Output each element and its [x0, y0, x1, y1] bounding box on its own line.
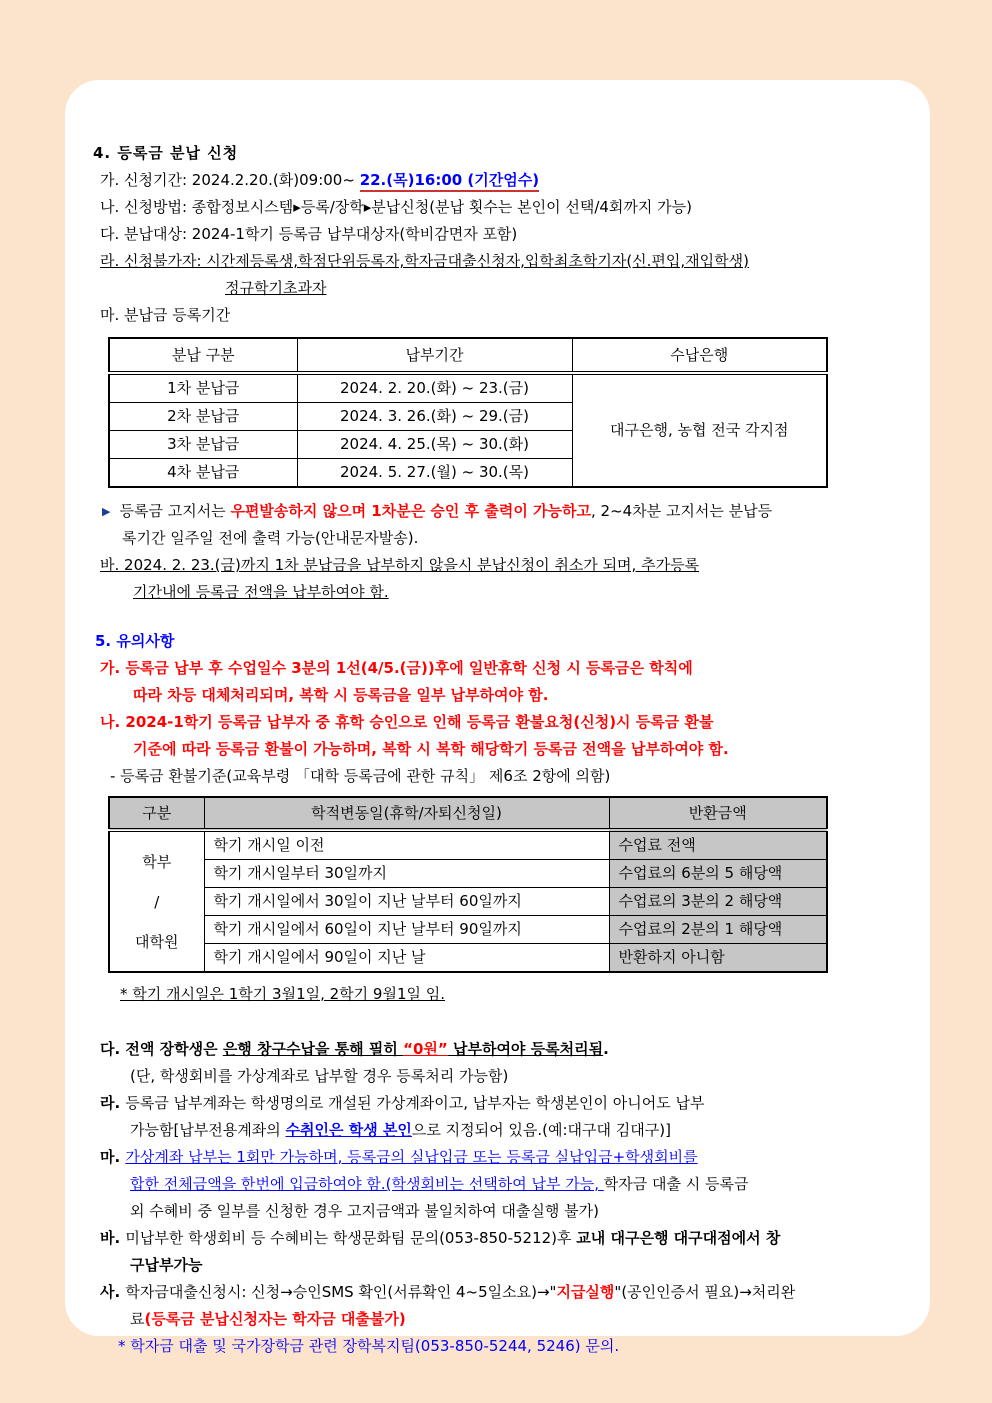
item-ma-line1 [93, 1144, 930, 1171]
table-header-row [109, 797, 827, 830]
refund-amount-cell: 반환하지 아니함 [609, 944, 827, 973]
col-header-bank: 수납은행 [572, 338, 827, 373]
installment-period: 2024. 5. 27.(월) ~ 30.(목) [297, 459, 572, 488]
installment-schedule-table [108, 337, 828, 488]
item-sa-line2 [93, 1306, 930, 1333]
loan-execution-highlight: 지급실행 [556, 1283, 615, 1301]
item-ma-line3: 외 수혜비 중 일부를 신청한 경우 고지금액과 불일치하여 대출실행 불가) [130, 1202, 599, 1220]
document-card [65, 80, 930, 1355]
item-text: 미납부한 학생회비 등 수혜비는 학생문화팀 문의(053-850-5212)후 [125, 1229, 577, 1247]
sec5-item-ga-line2: 따라 차등 대체처리되며, 복학 시 등록금을 일부 납부하여야 함. [133, 686, 549, 704]
item-ba-line2: 구납부가능 [130, 1256, 203, 1274]
change-date-cell: 학기 개시일부터 30일까지 [204, 860, 609, 888]
installment-period: 2024. 2. 20.(화) ~ 23.(금) [297, 373, 572, 403]
sec4-item-ba-line2: 기간내에 등록금 전액을 납부하여야 함. [133, 583, 389, 601]
payee-highlight: 수취인은 학생 본인 [285, 1121, 412, 1139]
refund-amount-cell: 수업료의 2분의 1 해당액 [609, 916, 827, 944]
installment-period: 2024. 4. 25.(목) ~ 30.(화) [297, 431, 572, 459]
change-date-cell: 학기 개시일에서 60일이 지난 날부터 90일까지 [204, 916, 609, 944]
col-header-period: 납부기간 [297, 338, 572, 373]
notice-bullet-line2: 록기간 일주일 전에 출력 가능(안내문자발송). [122, 529, 419, 547]
item-ma-line2 [93, 1171, 930, 1198]
table-row [109, 830, 827, 860]
section4-title: 4. 등록금 분납 신청 [93, 144, 239, 162]
loan-restriction-highlight: (등록금 분납신청자는 학자금 대출불가) [144, 1310, 406, 1328]
item-text: 전액 장학생은 [125, 1040, 223, 1058]
table-row [109, 916, 827, 944]
item-da-sub: (단, 학생회비를 가상계좌로 납부할 경우 등록처리 가능함) [130, 1067, 509, 1085]
installment-label: 1차 분납금 [109, 373, 297, 403]
item-ba-line1 [93, 1225, 930, 1252]
col-header-category: 구분 [109, 797, 204, 830]
sec4-item-ba-line1: 바. 2024. 2. 23.(금)까지 1차 분납금을 납부하지 않을시 분납신청이 취소가 되며, 추가등록 [100, 556, 700, 574]
sec4-item-target: 다. 분납대상: 2024-1학기 등록금 납부대상자(학비감면자 포함) [100, 225, 518, 243]
zero-won-highlight: “0원” [403, 1040, 448, 1058]
item-ra-line1 [93, 1090, 930, 1117]
col-header-refund-amount: 반환금액 [609, 797, 827, 830]
scholarship-contact-note: * 학자금 대출 및 국가장학금 관련 장학복지팀(053-850-5244, 5246) 문의. [118, 1337, 620, 1355]
sec5-item-ga-line1: 가. 등록금 납부 후 수업일수 3분의 1선(4/5.(금))후에 일반휴학 신청 시 등록금은 학칙에 [100, 659, 693, 677]
section5-title: 5. 유의사항 [95, 632, 175, 650]
item-text: 학자금대출신청시: 신청→승인SMS 확인(서류확인 4~5일소요)→" [125, 1283, 557, 1301]
deadline-highlight: 22.(목)16:00 (기간엄수) [360, 171, 539, 192]
refund-standard-note: - 등록금 환불기준(교육부령 「대학 등록금에 관한 규칙」 제6조 2항에 의함) [110, 767, 611, 785]
notice-text: 등록금 고지서는 [119, 502, 231, 520]
installment-label: 3차 분납금 [109, 431, 297, 459]
category-group-cell [109, 830, 204, 972]
item-text: 학자금 대출 시 등록금 [603, 1175, 749, 1193]
item-underline-text: 은행 창구수납을 통해 필히 [222, 1040, 404, 1058]
receiving-bank: 대구은행, 농협 전국 각지점 [572, 373, 827, 487]
col-header-change-date: 학적변동일(휴학/자퇴신청일) [204, 797, 609, 830]
change-date-cell: 학기 개시일에서 90일이 지난 날 [204, 944, 609, 973]
sec4-item-application-method: 나. 신청방법: 종합정보시스템▸등록/장학▸분납신청(분납 횟수는 본인이 선택/4회까지 가능) [100, 198, 692, 216]
triangle-bullet-icon: ▶ [102, 505, 111, 518]
notice-bullet-line1 [93, 498, 930, 525]
col-header-installment: 분납 구분 [109, 338, 297, 373]
category-undergraduate: 학부 [142, 852, 172, 871]
sec4-item-ineligible-line2: 정규학기초과자 [225, 279, 327, 297]
notice-text: , 2~4차분 고지서는 분납등 [591, 502, 773, 520]
item-label: 바. [100, 1229, 126, 1247]
notice-red-text: 우편발송하지 않으며 1차분은 승인 후 출력이 가능하고 [230, 502, 591, 520]
item-label: 마. [100, 1148, 126, 1166]
item-text: 료 [130, 1310, 145, 1328]
virtual-account-text: 가상계좌 납부는 1회만 가능하며, 등록금의 실납입금 또는 등록금 실납입금+학생회비를 [125, 1148, 698, 1166]
document-content [65, 80, 930, 1360]
refund-amount-cell: 수업료의 6분의 5 해당액 [609, 860, 827, 888]
item-label: 라. [100, 1094, 126, 1112]
virtual-account-text: 합한 전체금액을 한번에 입금하여야 함.(학생회비는 선택하여 납부 가능, [130, 1175, 604, 1193]
item-label: 사. [100, 1283, 126, 1301]
refund-criteria-table [108, 796, 828, 973]
item-da-line [93, 1036, 930, 1063]
installment-label: 2차 분납금 [109, 403, 297, 431]
sec4-item-application-period [93, 167, 930, 194]
application-period-text: 가. 신청기간: 2024.2.20.(화)09:00~ [100, 171, 360, 189]
table-row [109, 860, 827, 888]
category-slash: / [154, 892, 160, 911]
item-text: 등록금 납부계좌는 학생명의로 개설된 가상계좌이고, 납부자는 학생본인이 아니어도 납부 [125, 1094, 705, 1112]
item-label: 다. [100, 1040, 126, 1058]
bank-branch-bold: 교내 대구은행 대구대점에서 창 [576, 1229, 781, 1247]
installment-label: 4차 분납금 [109, 459, 297, 488]
item-text: 으로 지정되어 있음.(예:대구대 김대구)] [411, 1121, 671, 1139]
semester-start-footnote: * 학기 개시일은 1학기 3월1일, 2학기 9월1일 임. [120, 985, 446, 1003]
table-row [109, 944, 827, 973]
item-sa-line1 [93, 1279, 930, 1306]
table-row [109, 373, 827, 403]
refund-amount-cell: 수업료 전액 [609, 830, 827, 860]
refund-amount-cell: 수업료의 3분의 2 해당액 [609, 888, 827, 916]
table-row [109, 888, 827, 916]
sec5-item-na-line1: 나. 2024-1학기 등록금 납부자 중 휴학 승인으로 인해 등록금 환불요청(신청)시 등록금 환불 [100, 713, 714, 731]
table-header-row [109, 338, 827, 373]
item-text: "(공인인증서 필요)→처리완 [614, 1283, 796, 1301]
item-text: 가능함[납부전용계좌의 [130, 1121, 286, 1139]
sec5-item-na-line2: 기준에 따라 등록금 환불이 가능하며, 복학 시 복학 해당학기 등록금 전액을 납부하여야 함. [133, 740, 729, 758]
sec4-item-registration-period: 마. 분납금 등록기간 [100, 306, 231, 324]
category-graduate: 대학원 [135, 932, 179, 951]
item-ra-line2 [93, 1117, 930, 1144]
item-text: . [603, 1040, 609, 1058]
item-underline-text: 납부하여야 등록처리됨 [447, 1040, 604, 1058]
change-date-cell: 학기 개시일 이전 [204, 830, 609, 860]
sec4-item-ineligible-line1: 라. 신청불가자: 시간제등록생,학점단위등록자,학자금대출신청자,입학최초학기자(신.편입,재입학생) [100, 252, 749, 270]
installment-period: 2024. 3. 26.(화) ~ 29.(금) [297, 403, 572, 431]
change-date-cell: 학기 개시일에서 30일이 지난 날부터 60일까지 [204, 888, 609, 916]
